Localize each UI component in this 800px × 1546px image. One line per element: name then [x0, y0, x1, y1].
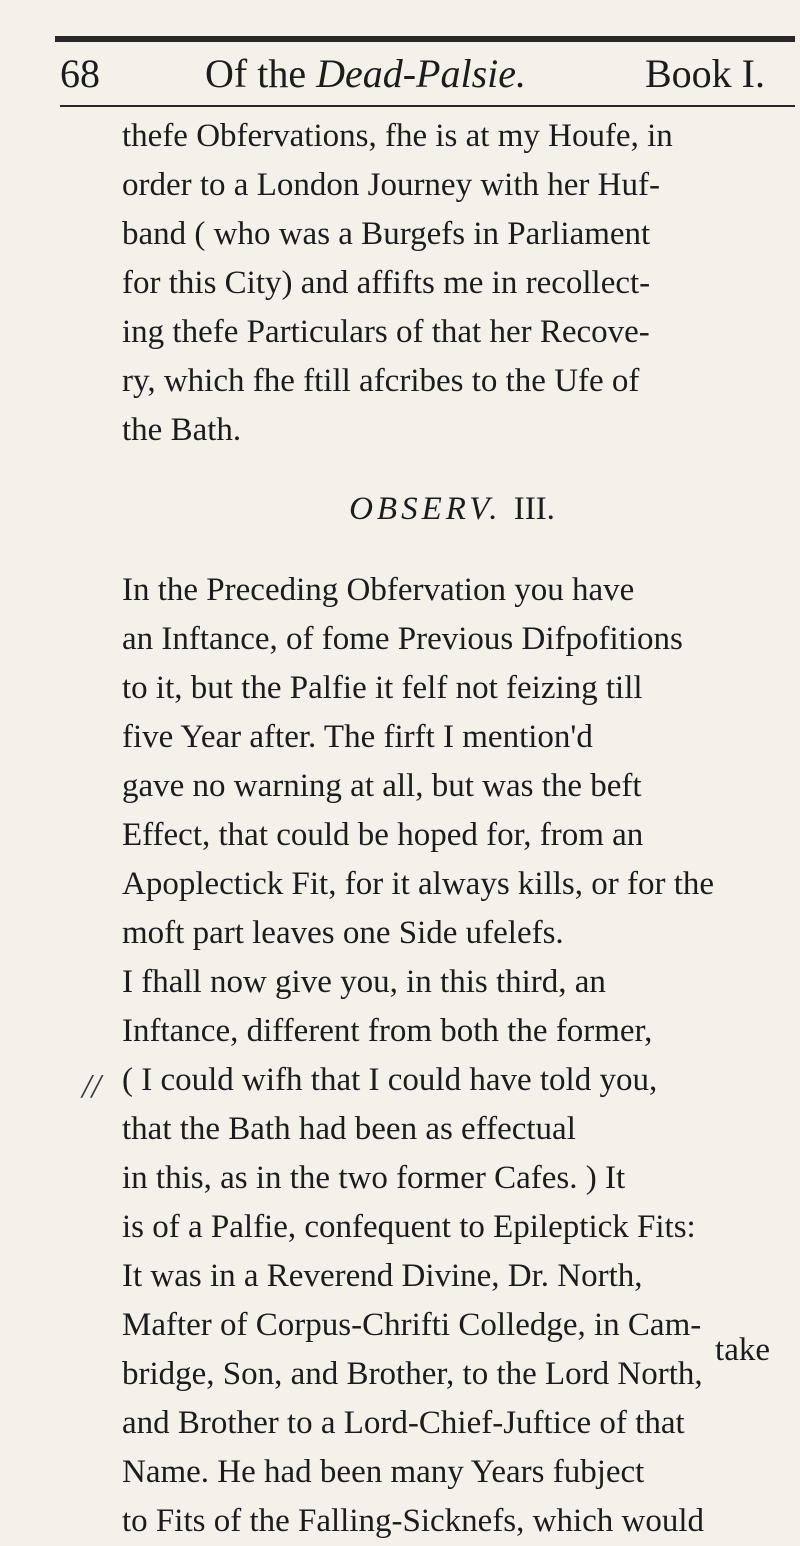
text-line: bridge, Son, and Brother, to the Lord North, — [122, 1356, 703, 1392]
text-line: an Inftance, of fome Previous Difpofitions — [122, 621, 683, 657]
body-text — [122, 112, 782, 1546]
text-line: Effect, that could be hoped for, from an — [122, 817, 644, 853]
text-line: ry, which fhe ftill afcribes to the Ufe of — [122, 363, 640, 399]
running-title — [205, 44, 526, 104]
text-line: gave no warning at all, but was the beft — [122, 768, 642, 804]
text-line: thefe Obfervations, fhe is at my Houfe, in — [122, 118, 673, 154]
text-line: In the Preceding Obfervation you have — [122, 572, 635, 608]
title-italic: Dead-Palsie. — [316, 51, 527, 96]
text-line: ing thefe Particulars of that her Recove- — [122, 314, 650, 350]
section-label: OBSERV. — [349, 491, 502, 527]
top-rule — [55, 36, 795, 42]
text-line: Name. He had been many Years fubject — [122, 1454, 645, 1490]
section-number: III. — [513, 491, 555, 527]
text-line: for this City) and affifts me in recollect- — [122, 265, 651, 301]
text-line: Mafter of Corpus-Chrifti Colledge, in Cam- — [122, 1307, 702, 1343]
text-line: It was in a Reverend Divine, Dr. North, — [122, 1258, 643, 1294]
section-heading — [122, 485, 782, 534]
text-line: in this, as in the two former Cafes. ) It — [122, 1160, 626, 1196]
text-line: band ( who was a Burgefs in Parliament — [122, 216, 651, 252]
book-reference: Book I. — [645, 51, 765, 96]
text-line: Inftance, different from both the former, — [122, 1013, 653, 1049]
text-line: order to a London Journey with her Huf- — [122, 167, 660, 203]
text-line: to Fits of the Falling-Sicknefs, which would — [122, 1503, 705, 1539]
text-line: Apoplectick Fit, for it always kills, or for the — [122, 866, 715, 902]
text-line: is of a Palfie, confequent to Epileptick Fits: — [122, 1209, 696, 1245]
text-line: moft part leaves one Side ufelefs. — [122, 915, 564, 951]
running-header — [60, 44, 800, 104]
text-line: and Brother to a Lord-Chief-Juftice of that — [122, 1405, 685, 1441]
header-rule — [60, 105, 795, 107]
text-line: that the Bath had been as effectual — [122, 1111, 576, 1147]
text-line: ( I could wifh that I could have told you, — [122, 1062, 658, 1098]
text-line: I fhall now give you, in this third, an — [122, 964, 606, 1000]
title-prefix: Of the — [205, 51, 317, 96]
text-line: the Bath. — [122, 412, 242, 448]
page-number: 68 — [60, 51, 100, 96]
text-line: five Year after. The firft I mention'd — [122, 719, 593, 755]
margin-mark: // — [82, 1068, 101, 1105]
catchword: take — [715, 1332, 770, 1368]
text-line: to it, but the Palfie it felf not feizing till — [122, 670, 643, 706]
